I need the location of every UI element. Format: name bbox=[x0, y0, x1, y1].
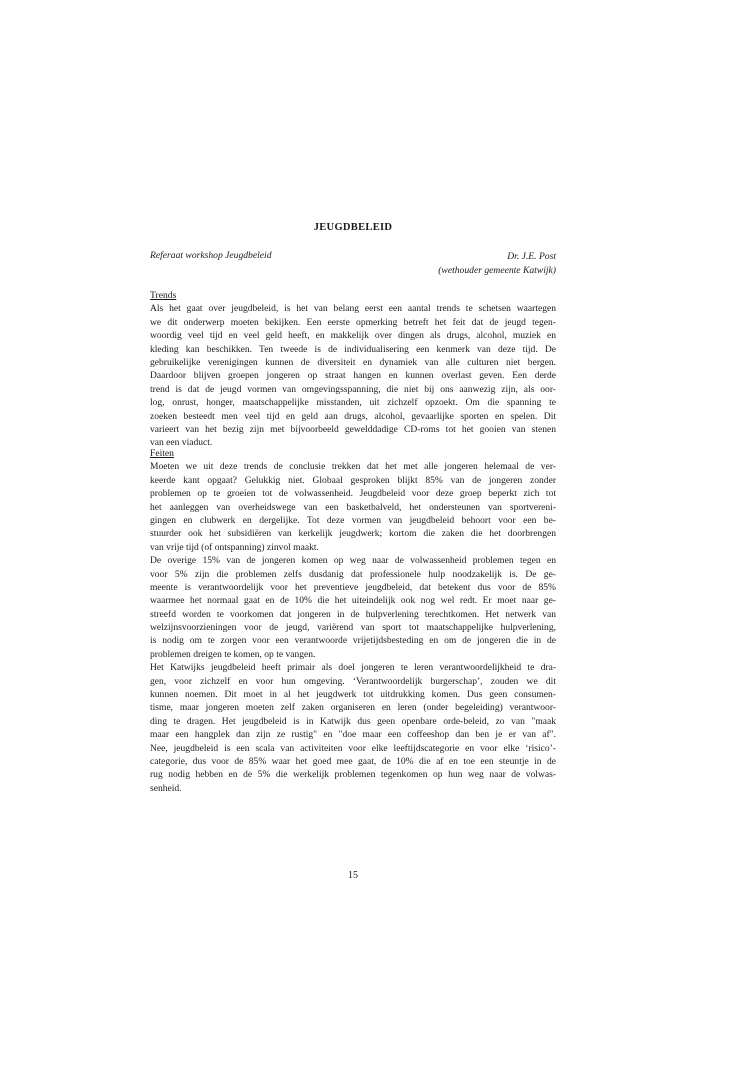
body-text-line: zoeken besteedt men veel tijd en geld aan drugs, alcohol, gevaarlijke sporten en spelen. Dit bbox=[150, 410, 556, 422]
body-text-line: rug nodig hebben en de 5% die werkelijk problemen tegenkomen op hun weg naar de volwas- bbox=[150, 769, 556, 781]
body-text-line: Daardoor blijven groepen jongeren op straat hangen en kunnen overlast geven. Een derde bbox=[150, 370, 556, 382]
body-text-line: categorie, dus voor de 85% waar het goed mee gaat, de 10% die af en toe een steuntje in de bbox=[150, 756, 556, 767]
page-number: 15 bbox=[348, 870, 358, 881]
body-text-line: kleding kan beschikken. Ten tweede is de individualisering een kenmerk van deze tijd. De bbox=[150, 343, 556, 355]
body-text-line: kunnen noemen. Dit moet in al het jeugdwerk tot uitdrukking komen. Dus geen consumen- bbox=[150, 689, 556, 701]
body-text-line: welzijnsvoorzieningen voor de jeugd, variërend van sport tot maatschappelijke hulpverlening, bbox=[150, 622, 556, 634]
body-text-line: ding te dragen. Het jeugdbeleid is in Katwijk dus geen openbare orde-beleid, zo van "maak bbox=[150, 715, 556, 727]
body-text-line: streefd worden te voorkomen dat jongeren in de hulpverlening terechtkomen. Het netwerk van bbox=[150, 608, 556, 620]
body-text-line: gingen en clubwerk en dergelijke. Tot deze vormen van jeugdbeleid behoort voor een be- bbox=[150, 514, 556, 526]
body-text-line: we dit onderwerp moeten bekijken. Een eerste opmerking betreft het feit dat de jeugd tegen- bbox=[150, 316, 556, 328]
body-text-line: het aanleggen van overheidswege van een basketbalveld, het ondersteunen van sportvereni- bbox=[150, 501, 556, 513]
section-feiten bbox=[150, 447, 556, 795]
body-text-line: log, onrust, honger, maatschappelijke misstanden, uit zichzelf opzoekt. Om die spanning te bbox=[150, 397, 556, 409]
section-body-trends bbox=[150, 302, 556, 449]
body-text-line: waarmee het normaal gaat en de 10% die het uiteindelijk ook nog wel redt. Er moet naar ge- bbox=[150, 595, 556, 607]
body-text-line: varieert van het bezig zijn met bijvoorbeeld gewelddadige CD-roms tot het gooien van stenen bbox=[150, 423, 556, 435]
body-text-line: van een viaduct. bbox=[150, 437, 213, 449]
body-text-line: van vrije tijd (of ontspanning) zinvol maakt. bbox=[150, 541, 319, 553]
body-text-line: senheid. bbox=[150, 782, 182, 794]
author-name: Dr. J.E. Post bbox=[507, 251, 556, 262]
author-role: (wethouder gemeente Katwijk) bbox=[438, 264, 556, 276]
body-text-line: tisme, maar jongeren moeten zelf zaken organiseren en leren (onder begeleiding) verantwoor- bbox=[150, 702, 556, 714]
author-block bbox=[438, 250, 556, 277]
body-text-line: is nodig om te zorgen voor een verantwoorde vrijetijdsbesteding en om de jongeren die in de bbox=[150, 635, 556, 647]
section-trends bbox=[150, 289, 556, 450]
body-text-line: stuurder ook het subsidiëren van kerkelijk jeugdwerk; kortom die zaken die het doorbrengen bbox=[150, 528, 556, 540]
body-text-line: gen, voor zichzelf en voor hun omgeving. ‘Verantwoordelijk burgerschap’, zouden we dit bbox=[150, 675, 556, 687]
body-text-line: Nee, jeugdbeleid is een scala van activiteiten voor elke leeftijdscategorie en voor elke ‘risico’- bbox=[150, 742, 556, 754]
document-page bbox=[150, 0, 556, 1068]
referaat-label: Referaat workshop Jeugdbeleid bbox=[150, 250, 272, 261]
body-text-line: keerde kant opgaat? Gelukkig niet. Globaal gesproken blijkt 85% van de jongeren zonder bbox=[150, 474, 556, 486]
section-body-feiten bbox=[150, 460, 556, 795]
body-text-line: problemen dreigen te komen, op te vangen. bbox=[150, 648, 316, 660]
body-text-line: meente is verantwoordelijk voor het preventieve jeugdbeleid, dat betekent dus voor de 85% bbox=[150, 581, 556, 593]
body-text-line: Moeten we uit deze trends de conclusie trekken dat het met alle jongeren helemaal de ver- bbox=[150, 461, 556, 473]
body-text-line: De overige 15% van de jongeren komen op weg naar de volwassenheid problemen tegen en bbox=[150, 555, 556, 567]
body-text-line: maar een hangplek dan zijn ze rustig" en "doe maar een coffeeshop dan ben je er van af". bbox=[150, 729, 556, 741]
body-text-line: woordig veel tijd en veel geld heeft, en makkelijk over dingen als drugs, alcohol, muziek en bbox=[150, 330, 556, 342]
section-heading-feiten: Feiten bbox=[150, 448, 174, 459]
body-text-line: voor 5% zijn die problemen zelfs dusdanig dat professionele hulp noodzakelijk is. De ge- bbox=[150, 568, 556, 580]
body-text-line: problemen op te groeien tot de volwassenheid. Jeugdbeleid voor deze groep beperkt zich tot bbox=[150, 488, 556, 500]
body-text-line: Als het gaat over jeugdbeleid, is het van belang eerst een aantal trends te schetsen waartegen bbox=[150, 303, 556, 315]
body-text-line: gebruikelijke verenigingen kunnen de diversiteit en dynamiek van alle culturen niet bergen. bbox=[150, 356, 556, 368]
body-text-line: trend is dat de jeugd vormen van omgevingsspanning, die niet bij ons aanwezig zijn, als oor- bbox=[150, 383, 556, 395]
page-title: JEUGDBELEID bbox=[313, 222, 393, 233]
body-text-line: Het Katwijks jeugdbeleid heeft primair als doel jongeren te leren verantwoordelijkheid te dra- bbox=[150, 662, 556, 674]
section-heading-trends: Trends bbox=[150, 290, 177, 301]
